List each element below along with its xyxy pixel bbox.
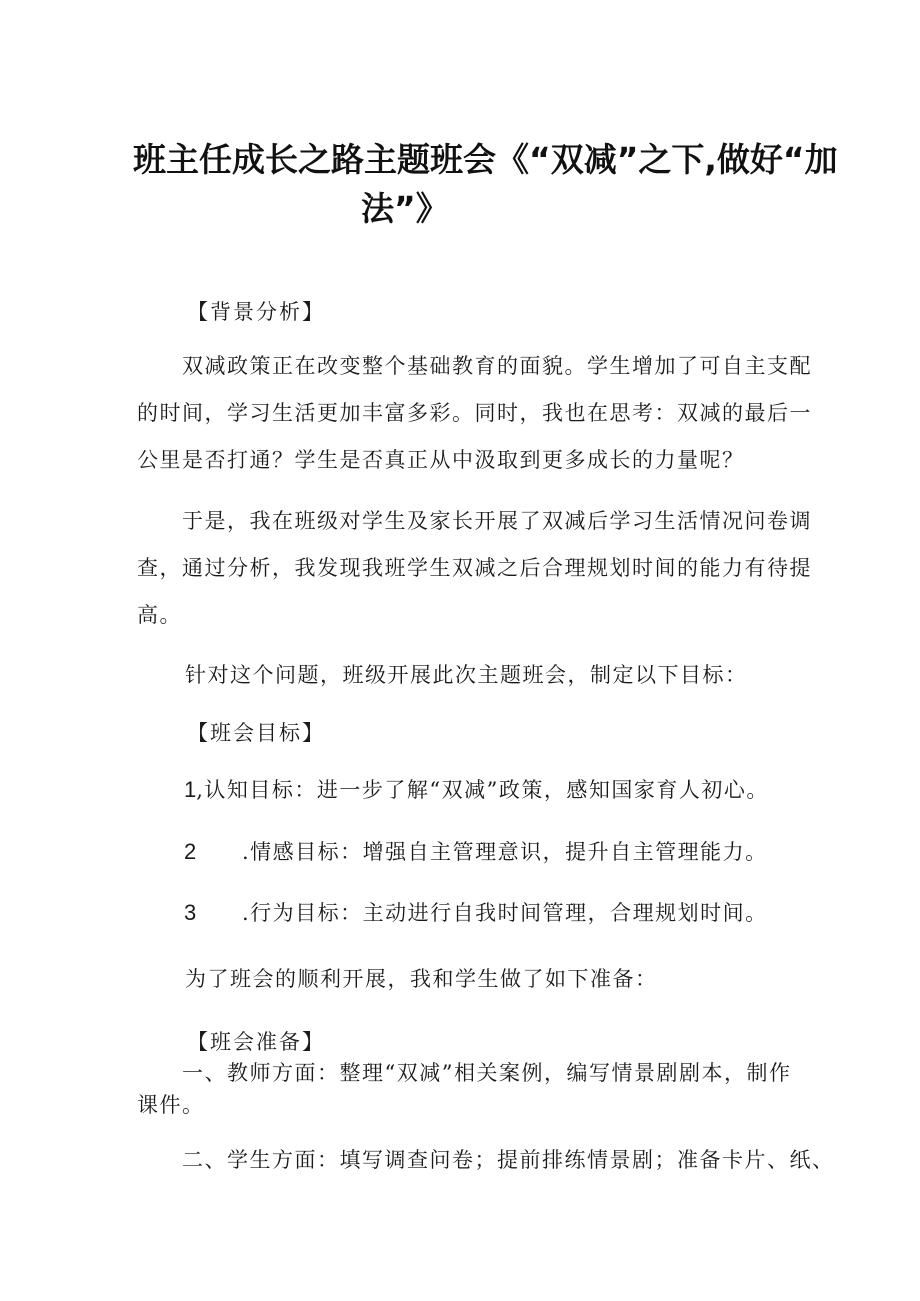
prep-intro: 为了班会的顺利开展，我和学生做了如下准备： (185, 967, 658, 991)
prep-teacher-paragraph (137, 1057, 792, 1121)
background-p1-line-3: 公里是否打通？学生是否真正从中汲取到更多成长的力量呢？ (137, 448, 745, 472)
prep-student-line-1: 二、学生方面：填写调查问卷；提前排练情景剧；准备卡片、纸、 (182, 1148, 835, 1172)
goal-text: ,认知目标：进一步了解“双减”政策，感知国家育人初心。 (196, 778, 769, 802)
background-p1-line-2: 的时间，学习生活更加丰富多彩。同时，我也在思考：双减的最后一 (137, 401, 812, 425)
background-paragraph-2 (137, 498, 812, 639)
page-title-line-1: 班主任成长之路主题班会《“双减”之下,做好“加 (133, 140, 838, 179)
prep-heading: 【班会准备】 (187, 1030, 325, 1054)
prep-teacher-line-2: 课件。 (137, 1093, 205, 1117)
background-p2-line-3: 高。 (137, 603, 182, 627)
background-p2-line-2: 查，通过分析，我发现我班学生双减之后合理规划时间的能力有待提 (137, 556, 812, 580)
goal-item-1 (184, 774, 769, 804)
background-heading: 【背景分析】 (187, 300, 325, 324)
background-paragraph-3: 针对这个问题，班级开展此次主题班会，制定以下目标： (185, 663, 748, 687)
goal-number: 3 (184, 900, 197, 925)
prep-student-paragraph (137, 1137, 835, 1184)
background-p1-line-1: 双减政策正在改变整个基础教育的面貌。学生增加了可自主支配 (182, 354, 812, 378)
background-paragraph-1 (137, 343, 812, 484)
goals-heading: 【班会目标】 (187, 721, 325, 745)
prep-teacher-line-1: 一、教师方面：整理“双减”相关案例，编写情景剧剧本，制作 (182, 1061, 792, 1085)
goal-text: .情感目标：增强自主管理意识，提升自主管理能力。 (242, 840, 768, 864)
goal-text: .行为目标：主动进行自我时间管理，合理规划时间。 (242, 901, 768, 925)
background-p2-line-1: 于是，我在班级对学生及家长开展了双减后学习生活情况问卷调 (182, 509, 812, 533)
page-title-line-2: 法”》 (361, 189, 449, 228)
goal-item-3 (184, 897, 768, 927)
goal-number: 2 (184, 839, 197, 864)
goal-number: 1 (184, 777, 197, 802)
goal-item-2 (184, 836, 768, 866)
